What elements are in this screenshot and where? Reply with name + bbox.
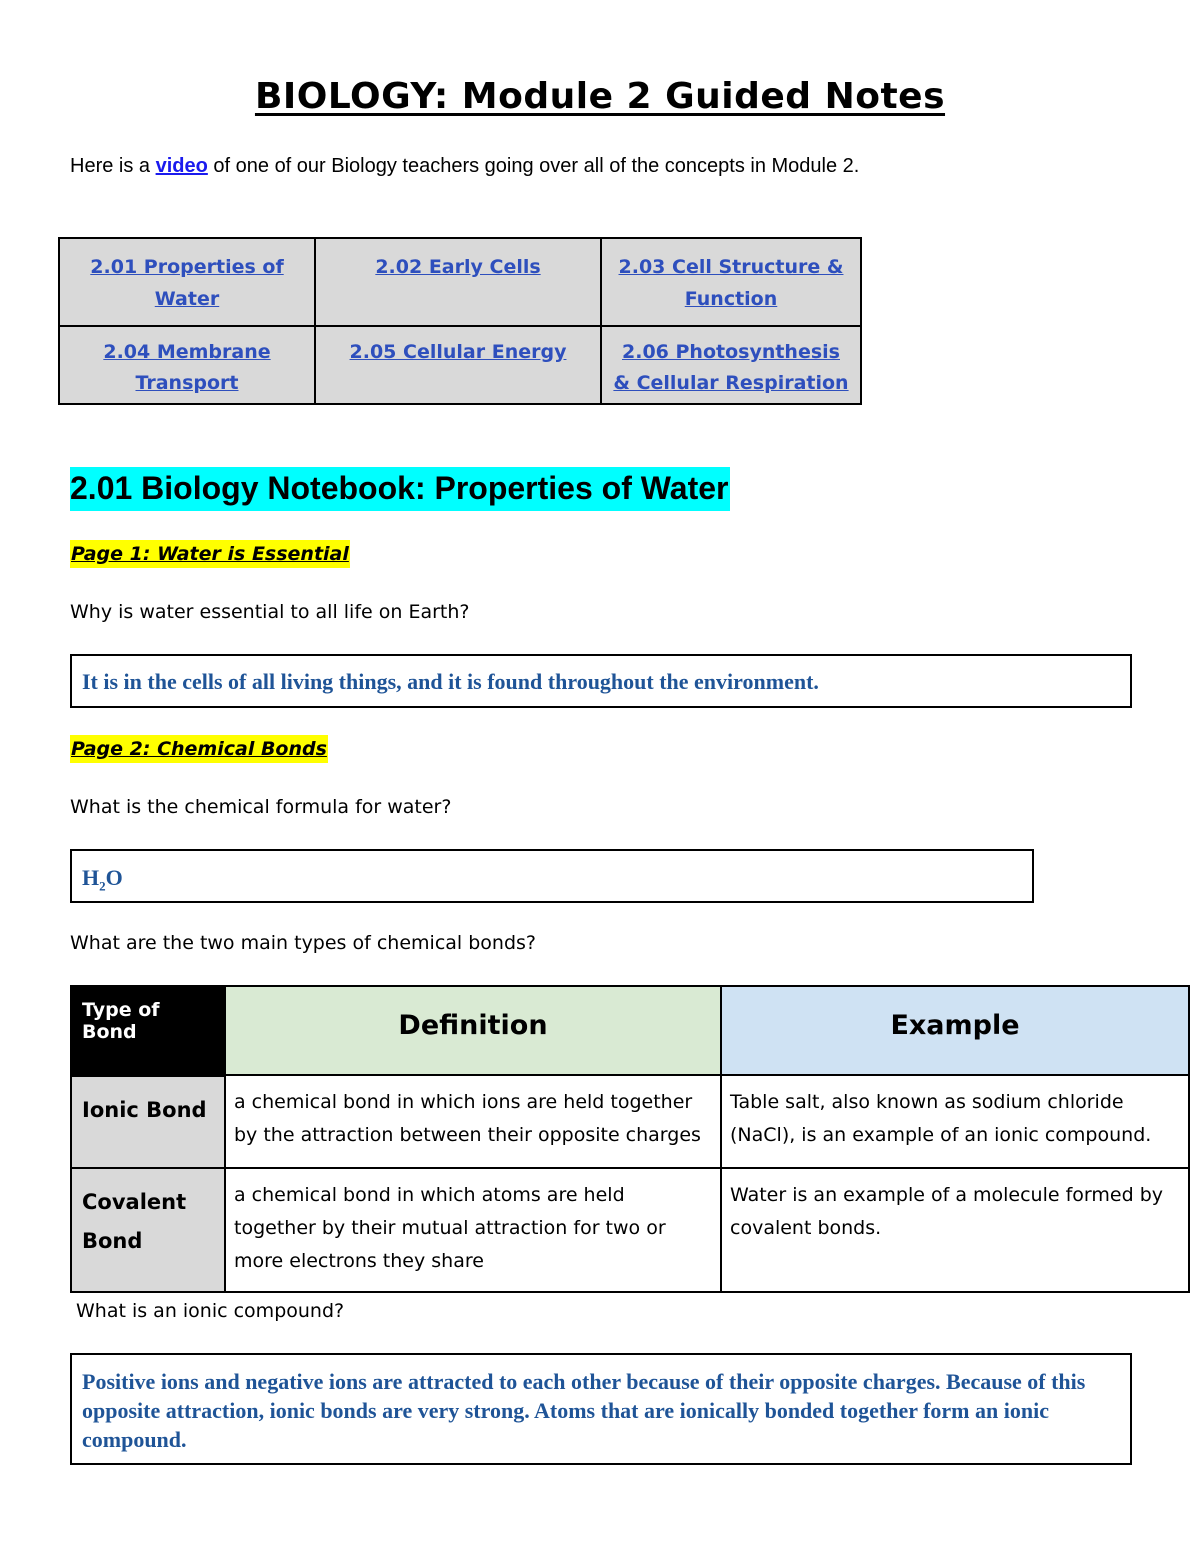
nav-cell: [601, 238, 861, 326]
section-heading: 2.01 Biology Notebook: Properties of Water: [70, 467, 730, 511]
lesson-nav-table: [58, 237, 862, 405]
page1-label: Page 1: Water is Essential: [70, 540, 350, 568]
intro-text: [70, 155, 859, 178]
formula-o: O: [105, 865, 123, 890]
bonds-question: What are the two main types of chemical bonds?: [70, 932, 536, 954]
page1-question: Why is water essential to all life on Earth?: [70, 601, 470, 623]
table-row: [71, 1168, 1189, 1292]
row-label-ionic: Ionic Bond: [71, 1075, 225, 1168]
header-definition: Definition: [225, 986, 721, 1075]
formula-answer: [70, 849, 1034, 903]
formula-sub: 2: [99, 878, 106, 894]
ionic-compound-answer: Positive ions and negative ions are attracted to each other because of their opposite charges. Because of this opposite attraction, ionic bonds are very strong. Atoms that are ionically bonded together form an ionic compound.: [70, 1353, 1132, 1465]
bond-types-table: [70, 985, 1190, 1293]
page2-label: Page 2: Chemical Bonds: [70, 735, 328, 763]
page1-answer: It is in the cells of all living things, and it is found throughout the environment.: [70, 654, 1132, 708]
header-type-of-bond: Type of Bond: [71, 986, 225, 1075]
nav-link-2-02[interactable]: 2.02 Early Cells: [375, 256, 541, 278]
ionic-compound-question: What is an ionic compound?: [76, 1300, 345, 1322]
nav-cell: [59, 326, 315, 404]
table-row: [71, 1075, 1189, 1168]
nav-cell: [59, 238, 315, 326]
document-title: BIOLOGY: Module 2 Guided Notes: [254, 76, 946, 117]
nav-cell: [315, 326, 601, 404]
formula-question: What is the chemical formula for water?: [70, 796, 452, 818]
intro-before: Here is a: [70, 155, 156, 177]
video-link[interactable]: video: [155, 155, 208, 177]
document-title-wrap: [0, 76, 1200, 117]
intro-after: of one of our Biology teachers going over all of the concepts in Module 2.: [207, 155, 860, 177]
nav-cell: [315, 238, 601, 326]
nav-link-2-06[interactable]: 2.06 Photosynthesis & Cellular Respiration: [613, 341, 849, 394]
nav-link-2-03[interactable]: 2.03 Cell Structure & Function: [618, 256, 844, 310]
nav-link-2-04[interactable]: 2.04 Membrane Transport: [103, 341, 271, 394]
nav-link-2-05[interactable]: 2.05 Cellular Energy: [349, 341, 567, 363]
example-ionic: Table salt, also known as sodium chloride (NaCl), is an example of an ionic compound.: [721, 1075, 1189, 1168]
nav-cell: [601, 326, 861, 404]
definition-ionic: a chemical bond in which ions are held together by the attraction between their opposite charges: [225, 1075, 721, 1168]
formula-h: H: [82, 865, 100, 890]
row-label-covalent: Covalent Bond: [71, 1168, 225, 1292]
definition-covalent: a chemical bond in which atoms are held together by their mutual attraction for two or more electrons they share: [225, 1168, 721, 1292]
example-covalent: Water is an example of a molecule formed by covalent bonds.: [721, 1168, 1189, 1292]
header-example: Example: [721, 986, 1189, 1075]
nav-link-2-01[interactable]: 2.01 Properties of Water: [90, 256, 284, 310]
